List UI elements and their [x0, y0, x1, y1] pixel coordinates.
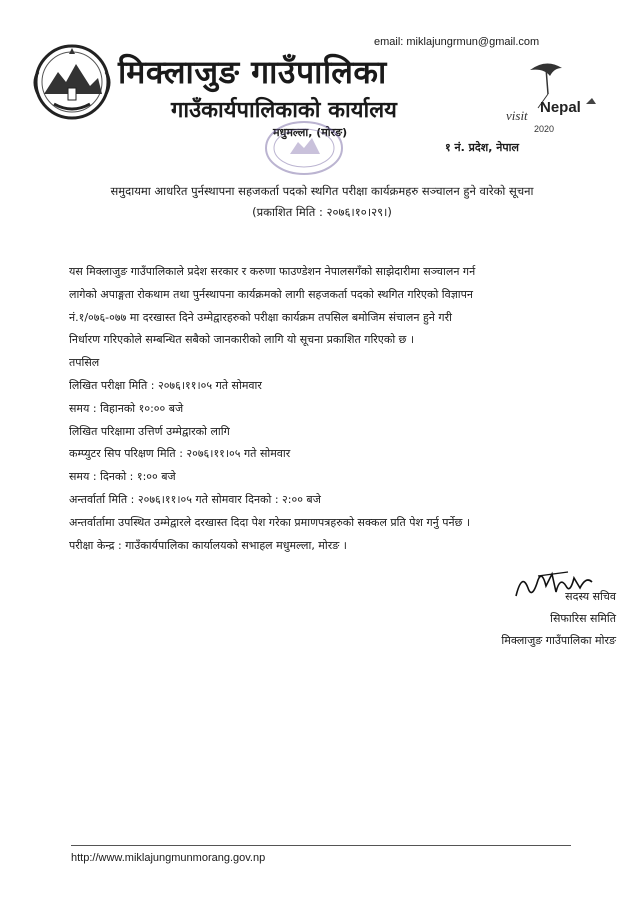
interview-document-note: अन्तर्वार्तामा उपस्थित उम्मेद्वारले दरखास्त दिदा पेश गरेका प्रमाणपत्रहरुको सक्कल प्रति पेश गर्नु पर्नेछ ।	[69, 515, 471, 529]
signatory-role: सदस्य सचिव	[565, 590, 616, 603]
year-text: 2020	[534, 124, 555, 134]
email-address: email: miklajungrmun@gmail.com	[374, 36, 540, 48]
signatory-committee: सिफारिस समिति	[550, 612, 616, 625]
office-stamp-icon	[262, 118, 346, 178]
intro-line: लागेको अपाङ्गता रोकथाम तथा पुर्नस्थापना कार्यक्रमको लागी सहजकर्ता पदको स्थगित गरिएको विज्ञापन	[69, 287, 474, 301]
exam-center: परीक्षा केन्द्र : गाउँकार्यपालिका कार्यालयको सभाहल मधुमल्ला, मोरङ ।	[69, 538, 347, 552]
notice-body	[69, 261, 614, 557]
office-title: गाउँकार्यपालिकाको कार्यालय	[171, 98, 397, 123]
visit-text: visit	[506, 108, 528, 123]
office-address: मधुमल्ला, (मोरङ)	[273, 126, 348, 139]
written-exam-date: लिखित परीक्षा मिति : २०७६।११।०५ गते सोमवार	[69, 378, 262, 392]
nepal-emblem-logo	[28, 38, 116, 122]
notice-subject: समुदायमा आधरित पुर्नस्थापना सहजकर्ता पदको स्थगित परीक्षा कार्यक्रमहरु सञ्चालन हुने वारेको सूचना	[110, 184, 534, 198]
signatory-office: मिक्लाजुङ गाउँपालिका मोरङ	[501, 634, 616, 647]
province-label: १ नं. प्रदेश, नेपाल	[445, 141, 519, 154]
published-date: (प्रकाशित मिति : २०७६।१०।२९।)	[252, 205, 392, 219]
detail-heading: तपसिल	[69, 356, 100, 370]
intro-line: निर्धारण गरिएकोले सम्बन्धित सबैको जानकारीको लागि यो सूचना प्रकाशित गरिएको छ ।	[69, 333, 415, 347]
nepal-text: Nepal	[540, 99, 581, 116]
footer-divider	[71, 845, 571, 846]
visit-nepal-2020-logo	[500, 54, 608, 138]
passed-candidates-note: लिखित परिक्षामा उत्तिर्ण उम्मेद्वारको लागि	[69, 424, 230, 438]
interview-date: अन्तर्वार्ता मिति : २०७६।११।०५ गते सोमवार दिनको : २:०० बजे	[69, 492, 321, 506]
computer-test-date: कम्प्युटर सिप परिक्षण मिति : २०७६।११।०५ गते सोमवार	[69, 447, 291, 461]
signatory-block	[501, 568, 616, 652]
intro-line: नं.१/०७६-०७७ मा दरखास्त दिने उम्मेद्वारहरुको परीक्षा कार्यक्रम तपसिल बमोजिम संचालन हुने गरी	[69, 310, 452, 324]
computer-test-time: समय : दिनको : १:०० बजे	[69, 470, 176, 484]
written-exam-time: समय : विहानको १०:०० बजे	[69, 401, 184, 415]
municipality-title: मिक्लाजुङ गाउँपालिका	[118, 53, 387, 91]
intro-line: यस मिक्लाजुङ गाउँपालिकाले प्रदेश सरकार र करुणा फाउण्डेशन नेपालसगँको साझेदारीमा सञ्चालन गर्न	[69, 265, 476, 278]
footer-website-link[interactable]: http://www.miklajungmunmorang.gov.np	[71, 852, 266, 864]
